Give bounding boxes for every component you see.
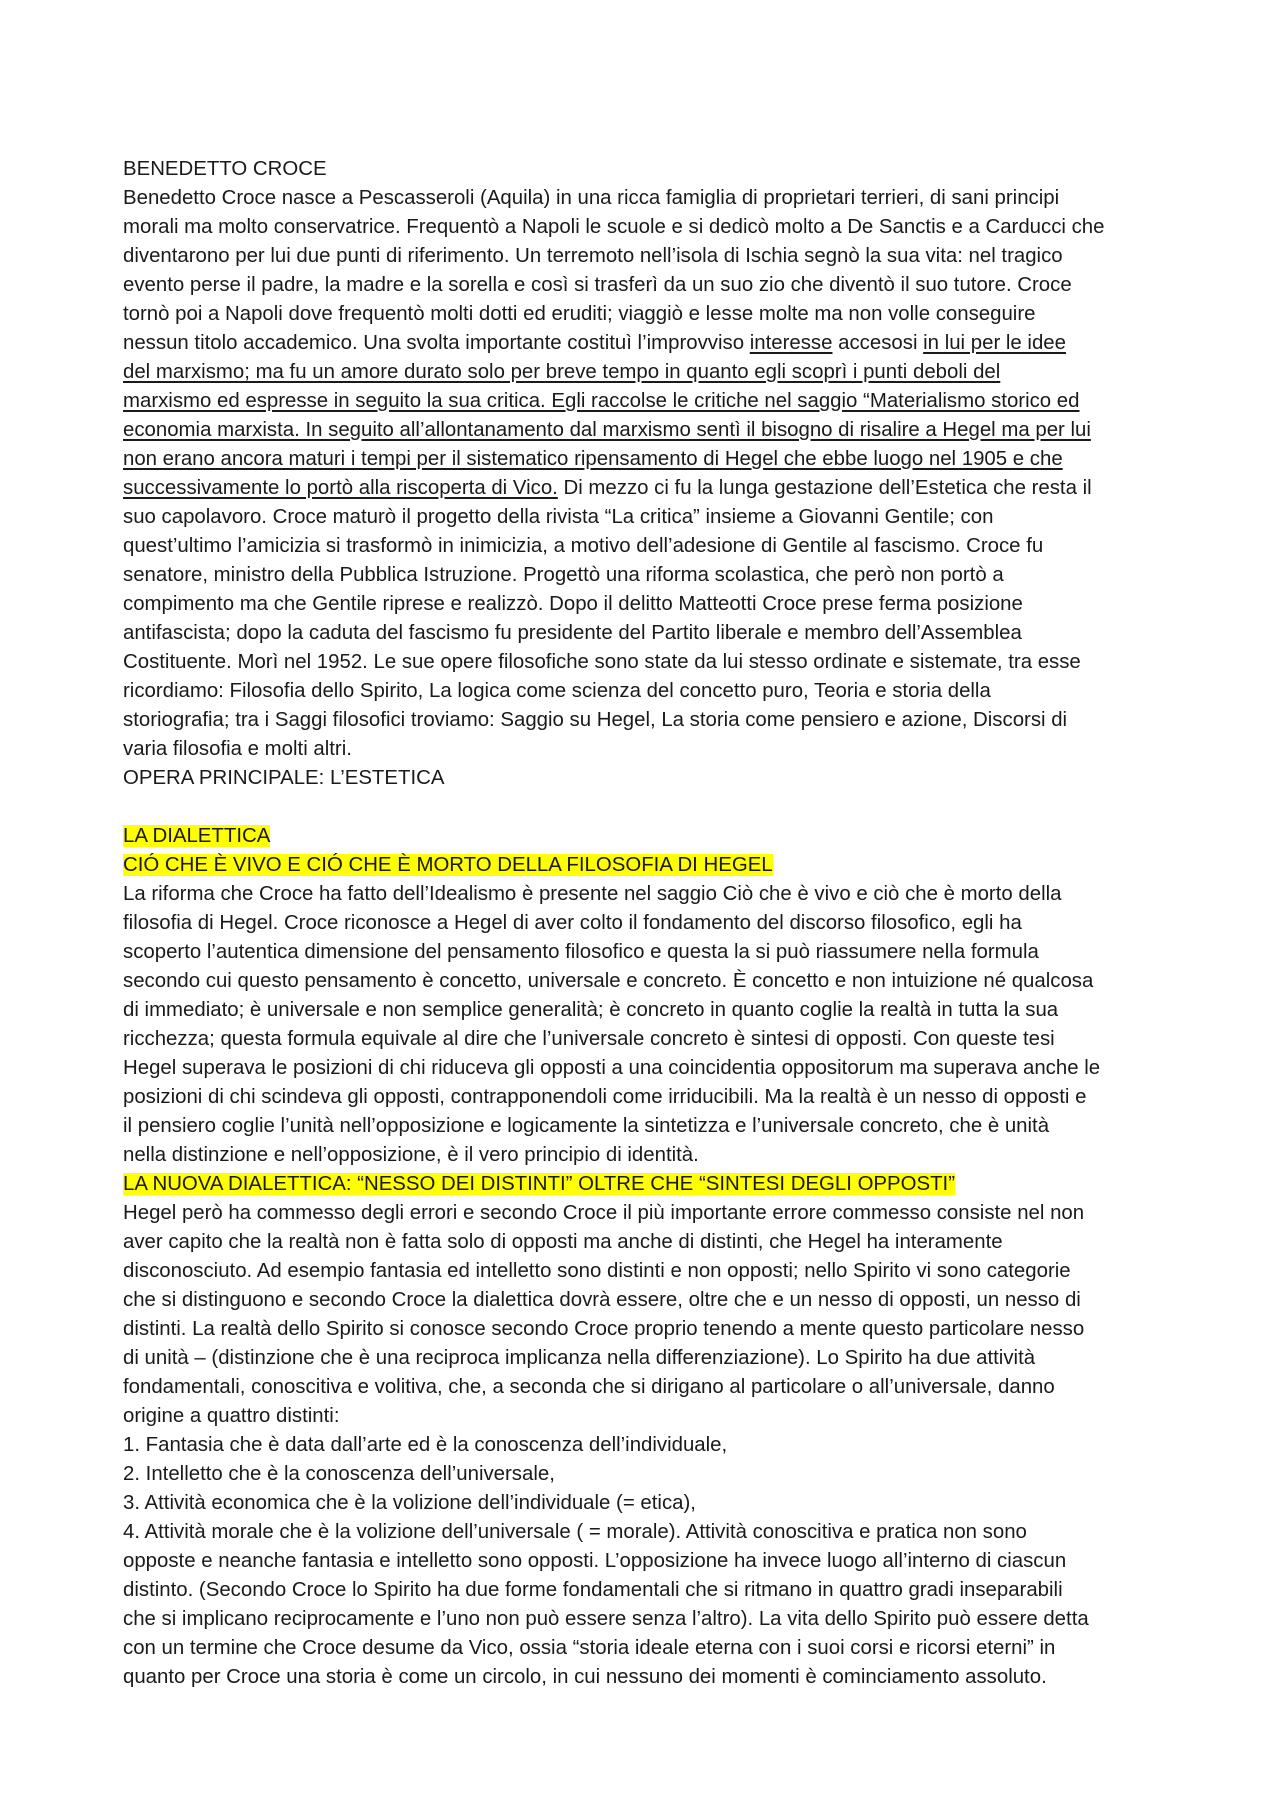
text-segment: accesosi — [832, 332, 924, 354]
document-title: BENEDETTO CROCE — [123, 158, 327, 180]
text-line: origine a quattro distinti: — [123, 1405, 340, 1427]
text-line — [123, 590, 1163, 619]
text-line — [123, 648, 1163, 677]
text-line — [123, 300, 1163, 329]
text-line: con un termine che Croce desume da Vico, ossia “storia ideale eterna con i suoi corsi e ricorsi eterni” in — [123, 1637, 1056, 1659]
text-line: che si distinguono e secondo Croce la dialettica dovrà essere, oltre che e un nesso di opposti, un nesso di — [123, 1289, 1081, 1311]
text-line: quanto per Croce una storia è come un circolo, in cui nessuno dei momenti è cominciamento assoluto. — [123, 1666, 1047, 1688]
text-line: nella distinzione e nell’opposizione, è il vero principio di identità. — [123, 1144, 699, 1166]
text-line: aver capito che la realtà non è fatta solo di opposti ma anche di distinti, che Hegel ha interamente — [123, 1231, 1003, 1253]
text-segment: Di mezzo ci fu la lunga gestazione dell’Estetica che resta il — [557, 477, 1092, 499]
text-line: scoperto l’autentica dimensione del pensamento filosofico e questa la si può riassumere nella formula — [123, 941, 1039, 963]
text-segment: ricordiamo: Filosofia dello Spirito, La logica come scienza del concetto puro, Teoria e storia della — [123, 680, 991, 702]
text-segment: morali ma molto conservatrice. Frequentò a Napoli le scuole e si dedicò molto a De Sanctis e a Carducci che — [123, 216, 1105, 238]
text-line — [123, 445, 1163, 474]
text-segment: nessun titolo accademico. Una svolta importante costituì l’improvviso — [123, 332, 750, 354]
highlight: CIÓ CHE È VIVO E CIÓ CHE È MORTO DELLA FILOSOFIA DI HEGEL — [123, 854, 773, 876]
text-segment: Costituente. Morì nel 1952. Le sue opere filosofiche sono state da lui stesso ordinate e sistemate, tra esse — [123, 651, 1081, 673]
text-segment: varia filosofia e molti altri. — [123, 738, 352, 760]
text-segment: antifascista; dopo la caduta del fascismo fu presidente del Partito liberale e membro dell’Assemblea — [123, 622, 1022, 644]
text-line — [123, 503, 1163, 532]
text-line: opposte e neanche fantasia e intelletto sono opposti. L’opposizione ha invece luogo all’interno di ciascun — [123, 1550, 1067, 1572]
text-line — [123, 735, 1163, 764]
text-line: disconosciuto. Ad esempio fantasia ed intelletto sono distinti e non opposti; nello Spirito vi sono categorie — [123, 1260, 1071, 1282]
text-line — [123, 213, 1163, 242]
text-segment: compimento ma che Gentile riprese e realizzò. Dopo il delitto Matteotti Croce prese ferma posizione — [123, 593, 1023, 615]
text-line: 4. Attività morale che è la volizione dell’universale ( = morale). Attività conoscitiva e pratica non sono — [123, 1521, 1027, 1543]
text-segment: tornò poi a Napoli dove frequentò molti dotti ed eruditi; viaggiò e lesse molte ma non volle conseguire — [123, 303, 1036, 325]
underlined-text: non erano ancora maturi i tempi per il sistematico ripensamento di Hegel che ebbe luogo nel 1905 e che — [123, 448, 1063, 470]
text-line — [123, 358, 1163, 387]
heading-dialettica — [123, 822, 1163, 851]
document-page — [123, 155, 1163, 1692]
text-line: 1. Fantasia che è data dall’arte ed è la conoscenza dell’individuale, — [123, 1434, 728, 1456]
text-line — [123, 706, 1163, 735]
underlined-text: interesse — [749, 332, 833, 354]
text-segment: Benedetto Croce nasce a Pescasseroli (Aquila) in una ricca famiglia di proprietari terrieri, di sani principi — [123, 187, 1060, 209]
main-work-line: OPERA PRINCIPALE: L’ESTETICA — [123, 767, 445, 789]
heading-vivo-morto — [123, 851, 1163, 880]
text-line — [123, 561, 1163, 590]
text-line — [123, 416, 1163, 445]
blank-line — [123, 793, 1163, 822]
text-line: 3. Attività economica che è la volizione dell’individuale (= etica), — [123, 1492, 696, 1514]
text-line: che si implicano reciprocamente e l’uno non può essere senza l’altro). La vita dello Spirito può essere detta — [123, 1608, 1089, 1630]
text-line: di unità – (distinzione che è una reciproca implicanza nella differenziazione). Lo Spirito ha due attività — [123, 1347, 1036, 1369]
text-segment: quest’ultimo l’amicizia si trasformò in inimicizia, a motivo dell’adesione di Gentile al fascismo. Croce fu — [123, 535, 1044, 557]
underlined-text: successivamente lo portò alla riscoperta di Vico. — [123, 477, 558, 499]
text-segment: storiografia; tra i Saggi filosofici troviamo: Saggio su Hegel, La storia come pensiero e azione, Discorsi di — [123, 709, 1068, 731]
text-line — [123, 474, 1163, 503]
text-line: di immediato; è universale e non semplice generalità; è concreto in quanto coglie la realtà in tutta la sua — [123, 999, 1059, 1021]
underlined-text: marxismo ed espresse in seguito la sua critica. Egli raccolse le critiche nel saggio “Materialismo storico ed — [123, 390, 1080, 412]
highlight: LA NUOVA DIALETTICA: “NESSO DEI DISTINTI” OLTRE CHE “SINTESI DEGLI OPPOSTI” — [123, 1173, 956, 1195]
text-line: distinti. La realtà dello Spirito si conosce secondo Croce proprio tenendo a mente questo particolare nesso — [123, 1318, 1085, 1340]
text-line: distinto. (Secondo Croce lo Spirito ha due forme fondamentali che si ritmano in quattro gradi inseparabili — [123, 1579, 1063, 1601]
text-line: ricchezza; questa formula equivale al dire che l’universale concreto è sintesi di opposti. Con queste tesi — [123, 1028, 1055, 1050]
text-line: Hegel però ha commesso degli errori e secondo Croce il più importante errore commesso consiste nel non — [123, 1202, 1085, 1224]
biography-section — [123, 184, 1163, 764]
text-line: 2. Intelletto che è la conoscenza dell’universale, — [123, 1463, 555, 1485]
text-line: Hegel superava le posizioni di chi riduceva gli opposti a una coincidentia oppositorum ma superava anche le — [123, 1057, 1101, 1079]
text-line: filosofia di Hegel. Croce riconosce a Hegel di aver colto il fondamento del discorso filosofico, egli ha — [123, 912, 1022, 934]
heading-nuova-dialettica — [123, 1170, 1163, 1199]
text-line — [123, 532, 1163, 561]
text-line — [123, 271, 1163, 300]
text-line: posizioni di chi scindeva gli opposti, contrapponendoli come irriducibili. Ma la realtà è un nesso di opposti e — [123, 1086, 1087, 1108]
text-line — [123, 677, 1163, 706]
text-line: il pensiero coglie l’unità nell’opposizione e logicamente la sintetizza e l’universale concreto, che è unità — [123, 1115, 1050, 1137]
text-line — [123, 329, 1163, 358]
text-line — [123, 242, 1163, 271]
nuova-dialettica-section — [123, 1199, 1163, 1692]
underlined-text: del marxismo; ma fu un amore durato solo per breve tempo in quanto egli scoprì i punti deboli del — [123, 361, 1001, 383]
text-line — [123, 619, 1163, 648]
text-line — [123, 184, 1163, 213]
text-segment: diventarono per lui due punti di riferimento. Un terremoto nell’isola di Ischia segnò la sua vita: nel tragico — [123, 245, 1063, 267]
text-line: secondo cui questo pensamento è concetto, universale e concreto. È concetto e non intuizione né qualcosa — [123, 970, 1094, 992]
text-segment: evento perse il padre, la madre e la sorella e così si trasferì da un suo zio che diventò il suo tutore. Croce — [123, 274, 1072, 296]
text-line — [123, 387, 1163, 416]
text-segment: senatore, ministro della Pubblica Istruzione. Progettò una riforma scolastica, che però non portò a — [123, 564, 1004, 586]
dialettica-section — [123, 880, 1163, 1170]
underlined-text: economia marxista. In seguito all’allontanamento dal marxismo sentì il bisogno di risalire a Hegel ma per lui — [123, 419, 1091, 441]
text-segment: suo capolavoro. Croce maturò il progetto della rivista “La critica” insieme a Giovanni Gentile; con — [123, 506, 994, 528]
text-line: La riforma che Croce ha fatto dell’Idealismo è presente nel saggio Ciò che è vivo e ciò che è morto della — [123, 883, 1062, 905]
highlight: LA DIALETTICA — [123, 825, 271, 847]
text-line: fondamentali, conoscitiva e volitiva, che, a seconda che si dirigano al particolare o all’universale, danno — [123, 1376, 1055, 1398]
underlined-text: in lui per le idee — [923, 332, 1066, 354]
